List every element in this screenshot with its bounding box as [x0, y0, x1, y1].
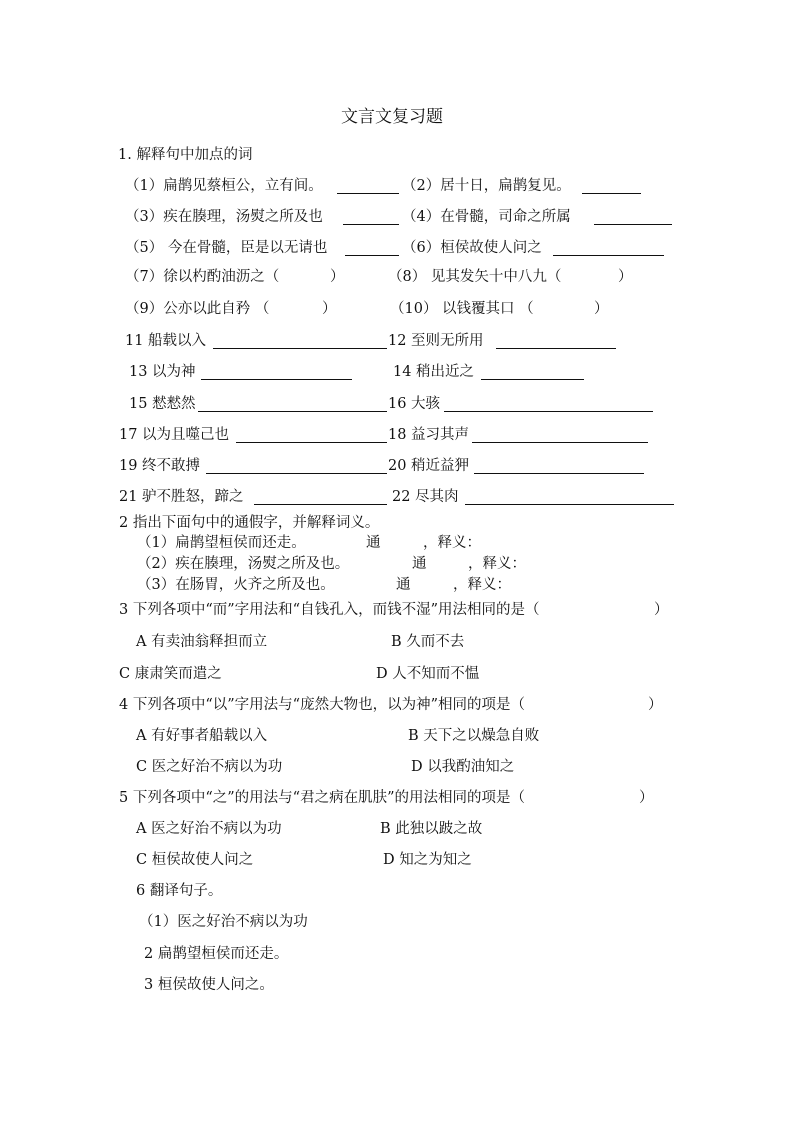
- q3-stem: 3 下列各项中“而”字用法和“自钱孔入，而钱不湿”用法相同的是（: [119, 602, 540, 618]
- answer-blank-12[interactable]: [496, 348, 616, 349]
- q1-item-17: 17 以为且噬己也: [119, 427, 230, 443]
- q1-item-7-close: ）: [330, 269, 345, 285]
- q4-option-d[interactable]: D 以我酌油知之: [411, 759, 515, 775]
- q2-tong-2: 通: [412, 556, 427, 572]
- q1-item-14: 14 稍出近之: [393, 364, 475, 380]
- q1-item-22: 22 尽其肉: [392, 489, 459, 505]
- answer-blank-18[interactable]: [472, 442, 648, 443]
- q1-item-8-close: ）: [618, 269, 633, 285]
- q2-heading: 2 指出下面句中的通假字，并解释词义。: [119, 515, 380, 531]
- q3-close: ）: [654, 602, 669, 618]
- page-title: 文言文复习题: [341, 107, 443, 127]
- q2-sentence-1: （1）扁鹊望桓侯而还走。: [137, 535, 306, 551]
- answer-blank-21[interactable]: [254, 504, 387, 505]
- answer-blank-1[interactable]: [337, 193, 399, 194]
- answer-blank-2[interactable]: [582, 193, 641, 194]
- q4-option-b[interactable]: B 天下之以燥急自败: [408, 728, 540, 744]
- q2-shiyi-1: ，释义：: [423, 535, 481, 551]
- q1-item-4: （4）在骨髓，司命之所属: [402, 209, 571, 225]
- q1-item-18: 18 益习其声: [388, 427, 470, 443]
- q1-item-13: 13 以为神: [129, 364, 196, 380]
- q4-option-a[interactable]: A 有好事者船载以入: [136, 728, 268, 744]
- q1-item-1: （1）扁鹊见蔡桓公，立有间。: [125, 178, 323, 194]
- q1-item-21: 21 驴不胜怒，蹄之: [119, 489, 244, 505]
- q1-item-20: 20 稍近益狎: [388, 458, 470, 474]
- answer-blank-22[interactable]: [465, 504, 674, 505]
- q5-option-c[interactable]: C 桓侯故使人问之: [136, 852, 254, 868]
- q1-item-9-close: ）: [322, 301, 337, 317]
- q6-sentence-2: 2 扁鹊望桓侯而还走。: [144, 946, 289, 962]
- q4-option-c[interactable]: C 医之好治不病以为功: [136, 759, 283, 775]
- q1-item-11: 11 船载以入: [125, 333, 207, 349]
- q1-item-10: （10） 以钱覆其口 （: [390, 301, 534, 317]
- q2-sentence-2: （2）疾在腠理，汤熨之所及也。: [137, 556, 350, 572]
- answer-blank-20[interactable]: [474, 473, 644, 474]
- q5-option-b[interactable]: B 此独以跛之故: [380, 821, 483, 837]
- q1-item-12: 12 至则无所用: [388, 333, 484, 349]
- answer-blank-4[interactable]: [594, 224, 672, 225]
- q1-item-7: （7）徐以杓酌油沥之（: [125, 269, 280, 285]
- answer-blank-11[interactable]: [213, 348, 387, 349]
- q1-item-3: （3）疾在腠理，汤熨之所及也: [125, 209, 323, 225]
- q5-close: ）: [639, 790, 654, 806]
- answer-blank-14[interactable]: [481, 379, 584, 380]
- q2-sentence-3: （3）在肠胃，火齐之所及也。: [137, 577, 335, 593]
- answer-blank-5[interactable]: [345, 255, 399, 256]
- answer-blank-19[interactable]: [206, 473, 387, 474]
- q2-shiyi-3: ，释义：: [453, 577, 511, 593]
- q2-tong-1: 通: [366, 535, 381, 551]
- q1-item-15: 15 慭慭然: [129, 396, 196, 412]
- answer-blank-3[interactable]: [343, 224, 399, 225]
- q4-stem: 4 下列各项中“以”字用法与“庞然大物也，以为神”相同的项是（: [119, 697, 525, 713]
- q3-option-d[interactable]: D 人不知而不愠: [376, 666, 480, 682]
- q1-item-10-close: ）: [594, 301, 609, 317]
- q2-shiyi-2: ，释义：: [468, 556, 526, 572]
- q1-item-16: 16 大骇: [388, 396, 441, 412]
- q4-close: ）: [648, 697, 663, 713]
- answer-blank-15[interactable]: [198, 411, 387, 412]
- q1-item-6: （6）桓侯故使人问之: [402, 240, 542, 256]
- q1-item-2: （2）居十日，扁鹊复见。: [402, 178, 571, 194]
- q3-option-a[interactable]: A 有卖油翁释担而立: [136, 634, 268, 650]
- q3-option-b[interactable]: B 久而不去: [391, 634, 465, 650]
- q1-item-19: 19 终不敢搏: [119, 458, 201, 474]
- answer-blank-16[interactable]: [444, 411, 653, 412]
- answer-blank-6[interactable]: [553, 255, 664, 256]
- answer-blank-13[interactable]: [201, 379, 352, 380]
- q6-heading: 6 翻译句子。: [136, 883, 223, 899]
- q1-item-8: （8） 见其发矢十中八九（: [388, 269, 562, 285]
- q5-stem: 5 下列各项中“之”的用法与“君之病在肌肤”的用法相同的项是（: [119, 790, 525, 806]
- q1-heading: 1. 解释句中加点的词: [118, 147, 253, 163]
- q3-option-c[interactable]: C 康肃笑而遣之: [119, 666, 222, 682]
- answer-blank-17[interactable]: [236, 442, 387, 443]
- q5-option-a[interactable]: A 医之好治不病以为功: [136, 821, 282, 837]
- q6-sentence-1: （1）医之好治不病以为功: [139, 914, 308, 930]
- q1-item-5: （5） 今在骨髓，臣是以无请也: [125, 240, 328, 256]
- q1-item-9: （9）公亦以此自矜 （: [125, 301, 270, 317]
- q5-option-d[interactable]: D 知之为知之: [383, 852, 472, 868]
- q2-tong-3: 通: [396, 577, 411, 593]
- q6-sentence-3: 3 桓侯故使人问之。: [144, 977, 274, 993]
